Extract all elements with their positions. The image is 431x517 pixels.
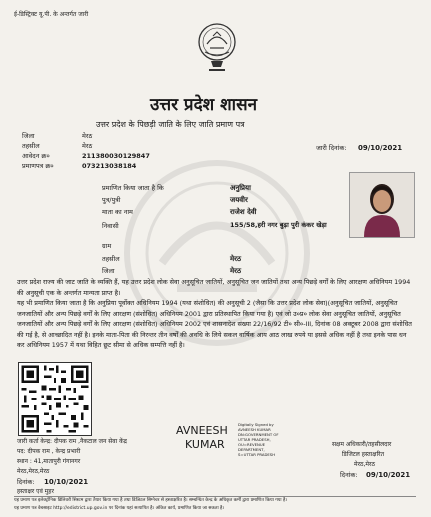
- footer-note-1: यह प्रमाण पत्र इलेक्ट्रॉनिक डिलिवरी सिस्टम द्वारा तैयार किया गया है तथा डिजिटल सिग्नेचर से हस्ताक्षरित है। सम्बन्धित केन्द्र के अधिकृत कर्मी द्वारा प्रमाणित किया गया है।: [14, 498, 288, 503]
- footer-divider: [14, 496, 416, 497]
- sig-detail-1: Digitally Signed by: [238, 422, 274, 427]
- person-tehsil-label: तहसील: [102, 255, 120, 263]
- district-label: जिला: [22, 132, 35, 140]
- issuer-location: मेरठ,मेरठ,मेरठ: [17, 468, 50, 475]
- top-note: ई-डिस्ट्रिक्ट यू.पी. के अन्तर्गत जारी: [14, 11, 89, 18]
- mother-label: माता का नाम: [102, 208, 133, 216]
- page-title: उत्तर प्रदेश शासन: [150, 95, 258, 115]
- village-label: ग्राम: [102, 242, 112, 250]
- person-tehsil-value: मेरठ: [230, 255, 242, 263]
- certify-label: प्रमाणित किया जाता है कि: [102, 184, 164, 192]
- person-district-value: मेरठ: [230, 267, 242, 275]
- issuer-place: स्थान : 41,मातापुरी गंगानगर: [17, 458, 81, 465]
- certificate-no-label: प्रमाणपत्र क्र०: [22, 162, 54, 170]
- qr-code-icon: [18, 362, 92, 436]
- applicant-portrait-icon: [350, 173, 414, 237]
- authority-location: मेरठ,मेरठ: [354, 461, 375, 468]
- certificate-no-value: 073213038184: [82, 162, 137, 170]
- issuer-date: 10/10/2021: [44, 478, 89, 486]
- applicant-photo: [349, 172, 415, 238]
- page-subtitle: उत्तर प्रदेश के पिछड़ी जाति के लिए जाति प्रमाण पत्र: [96, 120, 245, 129]
- sig-detail-5: OU=REVENUE: [238, 442, 266, 447]
- issue-date-value: 09/10/2021: [358, 144, 403, 152]
- relation-label: पुत्र/पुत्री: [102, 196, 121, 204]
- authority-date: 09/10/2021: [366, 471, 411, 479]
- applicant-name: अनुप्रिया: [230, 184, 251, 192]
- sig-detail-6: DEPARTMENT,: [238, 447, 265, 452]
- issue-date-label: जारी दिनांक:: [316, 144, 347, 152]
- application-no-value: 211380030129847: [82, 152, 150, 160]
- person-district-label: जिला: [102, 267, 115, 275]
- father-name: जयवीर: [230, 196, 248, 204]
- signer-name-line2: KUMAR: [185, 438, 225, 451]
- certification-paragraph: यह भी प्रमाणित किया जाता है कि अनुप्रिया पूर्वोक्त अधिनियम 1994 (यथा संशोधित) की अनुसूची 2 (जैसा कि उत्तर प्रदेश लोक सेवा)(अनुसूचित जातियों, अनुसूचित जनजातियों और अन्य पिछड़े वर्गों के लिए आरक्षण (संशोधित) अधिनियम 2001 द्वारा प्रतिस्थापित किया गया है) एवं जो उ०प्र० लोक सेवा अनुसूचित जातियों, अनुसूचित जनजातियों और अन्य पिछड़े वर्गों के लिए आरक्षण (संशोधित) अधिनियम 2002 एवं शासनादेश संख्या 22/16/92 टी० सी०-III, दिनांक 08 अक्टूबर 2008 द्वारा संशोधित की गई है, से आच्छादित नहीं है। इनके माता-पिता की निरन्तर तीन वर्षों की अवधि के लिये सकल वार्षिक आय आठ लाख रुपये या इससे अधिक नहीं है तथा इनके पास धन कर अधिनियम 1957 में यथा विहित छूट सीमा से अधिक सम्पत्ति नहीं है।: [17, 299, 412, 350]
- sig-detail-3: DN:GOVERNMENT OF: [238, 432, 279, 437]
- sig-detail-2: AVNEESH KUMAR: [238, 427, 271, 432]
- authority-date-label: दिनांक:: [340, 471, 358, 479]
- footer-note-2: यह प्रमाण पत्र वेबसाइट http://edistrict.up.gov.in पर दिनांक यहां सत्यापित है। अंकित कार्य, प्रमाणित किया जा सकता है।: [14, 506, 225, 511]
- up-govt-emblem-icon: [193, 22, 241, 84]
- residence-label: निवासी: [102, 222, 119, 230]
- signer-name-line1: AVNEESH: [176, 424, 228, 437]
- issuer-center: जारी कर्ता केन्द्र: दीपक राम ,नैकटाल जन सेवा केंद्र: [17, 438, 127, 445]
- mother-name: राजेश देवी: [230, 208, 257, 216]
- issuer-sign-note: हस्ताक्षर एवं मुहर: [17, 488, 54, 495]
- authority-digital: डिजिटल हस्ताक्षरित: [342, 451, 384, 458]
- residence-value: 155/58,हरी नगर बुढ़ा पुरी कंकर खेड़ा: [230, 221, 327, 229]
- caste-paragraph: उत्तर प्रदेश राज्य की जाट जाति के व्यक्ति हैं, यह उत्तर प्रदेश लोक सेवा अनुसूचित जातियों, अनुसूचित जन जातियों तथा अन्य पिछड़े वर्गों के लिए आरक्षण अधिनियम 1994 की अनुसूची एक के अन्तर्गत मान्यता प्राप्त है।: [17, 278, 411, 297]
- application-no-label: आवेदन क्र०: [22, 152, 50, 160]
- tehsil-value: मेरठ: [82, 142, 93, 150]
- sig-detail-7: S=UTTAR PRADESH: [238, 452, 276, 457]
- sig-detail-4: UTTAR PRADESH,: [238, 437, 271, 442]
- tehsil-label: तहसील: [22, 142, 40, 150]
- district-value: मेरठ: [82, 132, 93, 140]
- issuer-date-label: दिनांक:: [17, 478, 35, 486]
- issuer-designation: पद: दीपक राम , केन्द्र प्रभारी: [17, 448, 81, 455]
- authority-title: सक्षम अधिकारी/तहसीलदार: [332, 441, 392, 448]
